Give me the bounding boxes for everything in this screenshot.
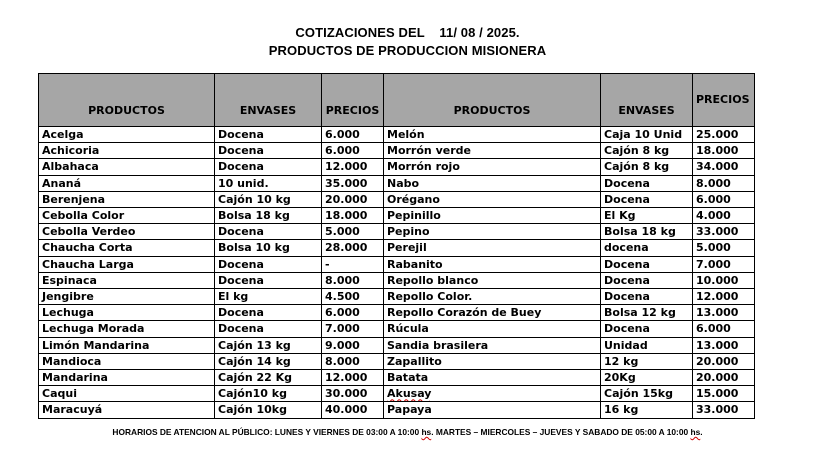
price-right-cell: 34.000 <box>693 159 755 175</box>
product-left-cell: Lechuga Morada <box>39 321 215 337</box>
price-left-cell: 28.000 <box>322 240 384 256</box>
container-left-cell: Bolsa 18 kg <box>215 208 322 224</box>
container-left-cell: Cajón 14 kg <box>215 353 322 369</box>
price-right-cell: 13.000 <box>693 305 755 321</box>
table-row <box>39 321 755 337</box>
price-left-cell: 12.000 <box>322 159 384 175</box>
footer-text-3: . <box>700 427 703 437</box>
table-body <box>39 127 755 419</box>
container-left-cell: Docena <box>215 143 322 159</box>
price-right-cell: 5.000 <box>693 240 755 256</box>
container-left-cell: Cajón 10kg <box>215 402 322 418</box>
price-right-cell: 18.000 <box>693 143 755 159</box>
price-right-cell: 15.000 <box>693 386 755 402</box>
product-left-cell: Chaucha Larga <box>39 256 215 272</box>
table-row <box>39 272 755 288</box>
header-containers-right: ENVASES <box>601 74 693 127</box>
table-row <box>39 159 755 175</box>
price-left-cell: 9.000 <box>322 337 384 353</box>
product-left-cell: Cebolla Color <box>39 208 215 224</box>
price-left-cell: 12.000 <box>322 370 384 386</box>
product-right-cell: Pepinillo <box>384 208 601 224</box>
table-row <box>39 337 755 353</box>
product-right-cell: Sandia brasilera <box>384 337 601 353</box>
product-left-cell: Mandioca <box>39 353 215 369</box>
header-prices-right: PRECIOS <box>693 74 755 127</box>
product-right-cell: Repollo Color. <box>384 289 601 305</box>
opening-hours-footer <box>0 427 815 437</box>
price-right-cell: 6.000 <box>693 321 755 337</box>
price-right-cell: 6.000 <box>693 191 755 207</box>
container-left-cell: Cajón 13 kg <box>215 337 322 353</box>
product-right-cell: Melón <box>384 127 601 143</box>
header-products-left: PRODUCTOS <box>39 74 215 127</box>
table-row <box>39 191 755 207</box>
product-left-cell: Ananá <box>39 175 215 191</box>
container-right-cell: 16 kg <box>601 402 693 418</box>
table-row <box>39 127 755 143</box>
table-row <box>39 143 755 159</box>
price-right-cell: 20.000 <box>693 353 755 369</box>
container-left-cell: Bolsa 10 kg <box>215 240 322 256</box>
product-left-cell: Mandarina <box>39 370 215 386</box>
table-row <box>39 305 755 321</box>
container-right-cell: Unidad <box>601 337 693 353</box>
price-right-cell: 33.000 <box>693 402 755 418</box>
price-left-cell: 6.000 <box>322 305 384 321</box>
price-left-cell: 6.000 <box>322 143 384 159</box>
container-left-cell: Docena <box>215 256 322 272</box>
product-right-cell: Batata <box>384 370 601 386</box>
document-title-date: COTIZACIONES DEL 11/ 08 / 2025. <box>295 25 520 40</box>
product-left-cell: Chaucha Corta <box>39 240 215 256</box>
container-right-cell: 12 kg <box>601 353 693 369</box>
price-left-cell: 35.000 <box>322 175 384 191</box>
header-products-right: PRODUCTOS <box>384 74 601 127</box>
price-right-cell: 12.000 <box>693 289 755 305</box>
product-right-cell: Akusay <box>384 386 601 402</box>
price-left-cell: 20.000 <box>322 191 384 207</box>
product-right-cell: Perejil <box>384 240 601 256</box>
table-row <box>39 402 755 418</box>
table-row <box>39 175 755 191</box>
price-left-cell: 40.000 <box>322 402 384 418</box>
price-left-cell: 5.000 <box>322 224 384 240</box>
table-row <box>39 208 755 224</box>
price-left-cell: 18.000 <box>322 208 384 224</box>
container-left-cell: El kg <box>215 289 322 305</box>
table-row <box>39 256 755 272</box>
price-right-cell: 25.000 <box>693 127 755 143</box>
footer-hs-1: hs <box>421 427 432 437</box>
price-right-cell: 10.000 <box>693 272 755 288</box>
price-left-cell: 8.000 <box>322 353 384 369</box>
price-left-cell: 4.500 <box>322 289 384 305</box>
price-left-cell: 30.000 <box>322 386 384 402</box>
footer-text-2: . MARTES – MIERCOLES – JUEVES Y SABADO DE 05:00 A 10:00 <box>431 427 691 437</box>
container-left-cell: 10 unid. <box>215 175 322 191</box>
product-left-cell: Maracuyá <box>39 402 215 418</box>
table-row <box>39 240 755 256</box>
product-right-cell: Morrón rojo <box>384 159 601 175</box>
footer-hs-2: hs <box>690 427 701 437</box>
container-left-cell: Docena <box>215 159 322 175</box>
product-right-cell: Pepino <box>384 224 601 240</box>
price-table <box>38 73 755 419</box>
container-right-cell: docena <box>601 240 693 256</box>
price-left-cell: - <box>322 256 384 272</box>
container-right-cell: Docena <box>601 321 693 337</box>
table-row <box>39 386 755 402</box>
price-left-cell: 8.000 <box>322 272 384 288</box>
product-right-cell: Repollo Corazón de Buey <box>384 305 601 321</box>
footer-text-1: HORARIOS DE ATENCION AL PÚBLICO: LUNES Y VIERNES DE 03:00 A 10:00 <box>112 427 422 437</box>
container-right-cell: 20Kg <box>601 370 693 386</box>
header-containers-left: ENVASES <box>215 74 322 127</box>
container-left-cell: Docena <box>215 321 322 337</box>
product-right-cell: Papaya <box>384 402 601 418</box>
header-prices-left: PRECIOS <box>322 74 384 127</box>
container-right-cell: Bolsa 18 kg <box>601 224 693 240</box>
price-right-cell: 8.000 <box>693 175 755 191</box>
table-row <box>39 353 755 369</box>
product-left-cell: Caqui <box>39 386 215 402</box>
table-row <box>39 289 755 305</box>
product-left-cell: Acelga <box>39 127 215 143</box>
container-left-cell: Cajón 10 kg <box>215 191 322 207</box>
price-right-cell: 33.000 <box>693 224 755 240</box>
product-left-cell: Jengibre <box>39 289 215 305</box>
product-left-cell: Espinaca <box>39 272 215 288</box>
container-right-cell: Bolsa 12 kg <box>601 305 693 321</box>
product-left-cell: Albahaca <box>39 159 215 175</box>
product-left-cell: Cebolla Verdeo <box>39 224 215 240</box>
product-right-cell: Rúcula <box>384 321 601 337</box>
product-left-cell: Achicoria <box>39 143 215 159</box>
container-left-cell: Docena <box>215 224 322 240</box>
container-right-cell: Cajón 8 kg <box>601 159 693 175</box>
product-left-cell: Limón Mandarina <box>39 337 215 353</box>
container-right-cell: Caja 10 Unid <box>601 127 693 143</box>
container-left-cell: Docena <box>215 305 322 321</box>
container-left-cell: Cajón 22 Kg <box>215 370 322 386</box>
container-right-cell: Docena <box>601 272 693 288</box>
price-left-cell: 7.000 <box>322 321 384 337</box>
table-header-row <box>39 74 755 127</box>
product-right-cell: Rabanito <box>384 256 601 272</box>
price-left-cell: 6.000 <box>322 127 384 143</box>
product-right-cell: Zapallito <box>384 353 601 369</box>
product-right-cell: Nabo <box>384 175 601 191</box>
container-right-cell: El Kg <box>601 208 693 224</box>
container-right-cell: Docena <box>601 256 693 272</box>
price-right-cell: 4.000 <box>693 208 755 224</box>
product-left-cell: Berenjena <box>39 191 215 207</box>
document-subtitle: PRODUCTOS DE PRODUCCION MISIONERA <box>268 43 547 58</box>
price-right-cell: 7.000 <box>693 256 755 272</box>
container-right-cell: Cajón 15kg <box>601 386 693 402</box>
container-left-cell: Docena <box>215 127 322 143</box>
product-right-cell: Orégano <box>384 191 601 207</box>
product-right-cell: Repollo blanco <box>384 272 601 288</box>
price-right-cell: 13.000 <box>693 337 755 353</box>
container-right-cell: Cajón 8 kg <box>601 143 693 159</box>
table-row <box>39 224 755 240</box>
product-right-cell: Morrón verde <box>384 143 601 159</box>
container-right-cell: Docena <box>601 191 693 207</box>
container-right-cell: Docena <box>601 175 693 191</box>
container-right-cell: Docena <box>601 289 693 305</box>
table-row <box>39 370 755 386</box>
price-right-cell: 20.000 <box>693 370 755 386</box>
container-left-cell: Cajón10 kg <box>215 386 322 402</box>
product-left-cell: Lechuga <box>39 305 215 321</box>
container-left-cell: Docena <box>215 272 322 288</box>
